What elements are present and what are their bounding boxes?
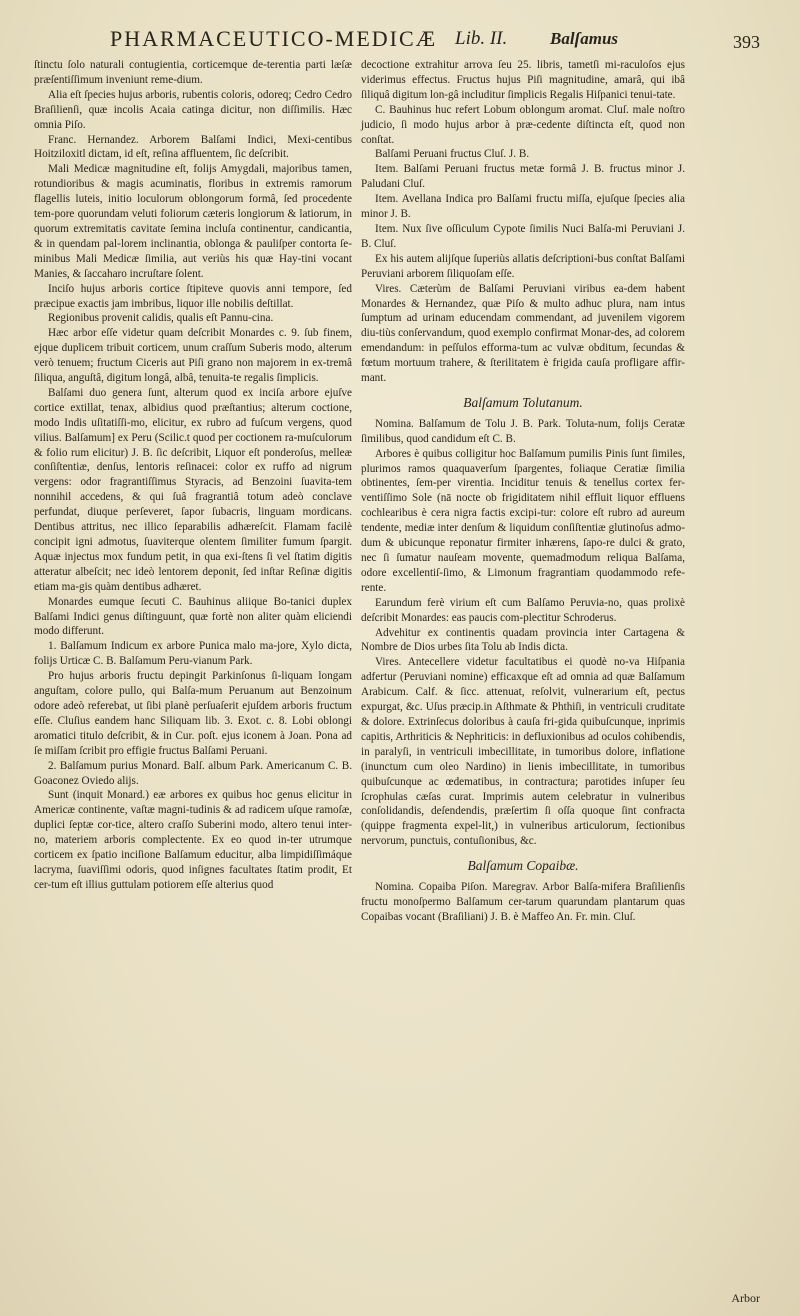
- page-number: 393: [733, 32, 760, 52]
- paragraph: Item. Avellana Indica pro Balſami fructu miſſa, ejuſque ſpecies alia minor J. B.: [361, 193, 685, 221]
- paragraph: Ex his autem alijſque ſuperiùs allatis deſcriptioni-bus conſtat Balſami Peruviani arborem ſiliquoſam eſſe.: [361, 252, 685, 280]
- paragraph: C. Bauhinus huc refert Lobum oblongum aromat. Cluſ. male noſtro judicio, ſi modo hujus arbor à præ-cedente diſtincta eſt, quod non conſtat.: [361, 103, 685, 146]
- catchword: Arbor: [731, 1291, 760, 1305]
- section-heading: Balſamum Copaibæ.: [467, 858, 579, 874]
- paragraph: Vires. Cæterùm de Balſami Peruviani viribus ea-dem habent Monardes & Hernandez, quæ Piſo & multo adhuc plura, nam intus ſumptum ad urinam educendam commendant, ad juvenilem vigorem diu-tiùs conſervandum, quod exemplo confirmat Monar-des, ad colorem emendandum: in peſſulos efforma-tum ac vulvæ obditum, ſecundas & fœtum mortuum trahere, & ſterilitatem è frigida cauſa profligare affir-mant.: [361, 282, 685, 385]
- paragraph: Balſami duo genera ſunt, alterum quod ex inciſa arbore ejuſve cortice extillat, tenax, albidius quod præſtantius; alterum coctione, modo Indis uſitatiſſi-mo, elicitur, ex rubro ad fuſcum vergens, quod vilius. Balſamum] ex Peru (Scilic.t quod per coctionem ra-muſculorum & folio rum elicitur) J. B. ſic deſcribit, Liquor eſt ponderoſus, melleæ conſiſtentiæ, denſus, lentoris reſinacei: color ex ruffo ad nigrum vergens: odor fragrantiſſimus Styracis, ad Benzoini ſuavita-tem nonnihil accedens, & qui ſuâ fragrantiâ totum adeò conclave perfundat, diuque perſeveret, ſapor ſubacris, linguam mordicans. Dentibus attritus, nec illico ſeparabilis adhæreſcit. Flamam facilè concipit igni admotus, ſuaviterque olentem ſimiliter fumum ſpargit. Aquæ injectus mox fundum petit, in qua exi-ſtens ſi vel ſtatim digitis atteratur albeſcit; nec ideò lentorem deponit, ſed inſtar Reſinæ digitis etiam ma-gis quàm dentibus adhæret.: [34, 386, 352, 593]
- paragraph: Item. Balſami Peruani fructus metæ formâ J. B. fructus minor J. Paludani Cluſ.: [361, 163, 685, 191]
- page-header: [110, 26, 760, 56]
- paragraph: Sunt (inquit Monard.) eæ arbores ex quibus hoc genus elicitur in Americæ continente, vaſtæ magni-tudinis & ad radicem uſque ramoſæ, duplici ſeptæ cor-tice, altero craſſo Suberini modo, altero tenui inter-no, materiem arboris complectente. Ex eo quod in-ter utrumque corticem ex ſpatio inciſione Balſamum educitur, alba limpidiſſimáque lacryma, ſuaviſſimi odoris, quod inſignes facultates ſtatim prodit, Et cer-tum eſt illius guttulam potiorem eſſe alterius quod: [34, 789, 352, 891]
- paragraph: Regionibus provenit calidis, qualis eſt Pannu-cina.: [48, 312, 274, 325]
- paragraph: Vires. Antecellere videtur facultatibus ei quodè no-va Hiſpania adfertur (Peruviani nomine) efficaxque eſt ad omnia ad quæ Balſamum Arabicum. Calf. & ſicc. attenuat, reſolvit, vulnerarium eſt, pectus expurgat, &c. Uſus præcip.in Aſthmate & Phthiſi, in ventriculi cruditate & dolore. Extrinſecus doloribus à cauſa fri-gida quibuſcunque, inprimis capitis, Arthriticis & Nephriticis: in defluxionibus ad oculos cohibendis, in paralyſi, in ventriculi imbecillitate, in tumoribus dolore, inflatione (inunctum cum oleo Nardino) in lienis imbecillitate, in tumoribus quibuſcunque ac œdematibus, in contractura; parotides inſuper ſeu ſcrophulas cæſas curat. Imprimis autem celebratur in vulneribus conſolidandis, deſendendis, præſertim ſi oſſa quoque ſint confracta (quippe fragmenta expel-lit,) in vulneribus articulorum, ſectionibus nervorum, punctuis, contuſionibus, &c.: [361, 656, 685, 848]
- header-book: Lib. II.: [455, 28, 508, 49]
- left-column: [34, 58, 352, 893]
- paragraph: ſtinctu ſolo naturali contugientia, corticemque de-terentia parti læſæ præſentiſſimum inveniunt reme-dium.: [34, 59, 352, 86]
- paragraph: Earundum ferè virium eſt cum Balſamo Peruvia-no, quas prolixè deſcribit Monardes: eas paucis com-plectitur Schroderus.: [361, 596, 685, 624]
- header-title: PHARMACEUTICO-MEDICÆ: [110, 26, 438, 51]
- paragraph: Alia eſt ſpecies hujus arboris, rubentis coloris, odoreq; Cedro Cedro Braſilienſi, quæ incolis Acaia catinga dicitur, non diſſimilis. Hæc omnia Piſo.: [34, 88, 352, 131]
- paragraph: Mali Medicæ magnitudine eſt, folijs Amygdali, majoribus tamen, rotundioribus & magis acuminatis, floribus in extremis ramorum flagellis luteis, initio loculorum oblongorum formâ, ſed procedente tem-pore quorundam veluti foliorum cæteris longiorum & latiorum, in quorum extremitatis cavitate ſemina incluſa continentur, candicantia, & in quendam pal-lorem inclinantia, oblonga & pauliſper contorta ſe-minibus Mali Medicæ ſimilia, aut veriùs his quæ Hay-tini vocant Manies, & ſaccaharo incruſtare ſolent.: [34, 163, 352, 280]
- paragraph: Monardes eumque ſecuti C. Bauhinus aliique Bo-tanici duplex Balſami Indici genus diſtinguunt, quæ fortè non aliter quàm eliciendi modo differunt.: [34, 595, 352, 638]
- paragraph: Item. Nux ſive oſſiculum Cypote ſimilis Nuci Balſa-mi Peruviani J. B. Cluſ.: [361, 222, 685, 250]
- right-column: [361, 58, 685, 925]
- paragraph: Pro hujus arboris fructu depingit Parkinſonus ſi-liquam longam anguſtam, colore pullo, qui Balſa-mum Peruanum aut Benzoinum odore adeò referebat, ut ſibi planè perſuaſerit ejuſdem arboris fructum eſſe. Cluſius eandem hanc Siliquam lib. 3. Exot. c. 8. Lobi oblongi aromatici titulo deſcribit, & in Cur. poſt. ejus iconem à Joan. Pona ad ſe miſſam ſcribit pro effigie fructus Balſami Peruani.: [34, 670, 352, 757]
- paragraph: decoctione extrahitur arrova ſeu 25. libris, tametſi mi-raculoſos ejus viderimus effectus. Fructus hujus Piſi magnitudine, amarâ, qui ibâ ſiliquâ digitum lon-gâ includitur ſimplicis Regalis Hiſpanici tenui-tate.: [361, 59, 685, 101]
- running-head: Balſamus: [550, 29, 619, 48]
- paragraph: Franc. Hernandez. Arborem Balſami Indici, Mexi-centibus Hoitziloxitl dictam, id eſt, reſina affluentem, ſic deſcribit.: [34, 133, 352, 161]
- paragraph: Advehitur ex continentis quadam provincia inter Cartagena & Nombre de Dios urbes ſita Tolu ab Indis dicta.: [361, 626, 685, 654]
- paragraph: Nomina. Copaiba Piſon. Maregrav. Arbor Balſa-mifera Braſilienſis fructu monoſpermo Balſamum cer-tarum quarundam plantarum quas Copaibas vocant (Braſiliani) J. B. è Maffeo An. Fr. min. Cluſ.: [361, 881, 685, 923]
- paragraph: Arbores è quibus colligitur hoc Balſamum pumilis Pinis ſunt ſimiles, plurimos ramos quaquaverſum ſpargentes, foliaque Ceratiæ ſimilia obtinentes, ſem-per virentia. Inciditur tenuis & tenellus cortex fer-ventiſſimo Sole (nā nocte ob frigiditatem nihil effluit liquor effluens cochlearibus è cera nigra factis excipi-tur: colore eſt rubro ad aureum tendente, mediæ inter denſum & liquidum conſiſtentiæ glutinoſus admo-dum & ubicunque reponatur firmiter inhærens, ſapo-re dulci & grato, nec ſi ſumatur nauſeam movente, quemadmodum reliqua Balſama, odore excellentiſ-ſimo, & Limonum fragrantiam quodammodo refe-rente.: [361, 447, 685, 594]
- paragraph: 2. Balſamum purius Monard. Balſ. album Park. Americanum C. B. Goaconez Oviedo alijs.: [34, 759, 352, 787]
- paragraph: Nomina. Balſamum de Tolu J. B. Park. Toluta-num, folijs Ceratæ ſimilibus, quod candidum eſt C. B.: [361, 417, 685, 445]
- paragraph: Hæc arbor eſſe videtur quam deſcribit Monardes c. 9. ſub finem, ejque duplicem tribuit corticem, unum craſſum Suberis modo, alterum verò tenuem; fructum Ciceris aut Piſi grano non majorem in ex-tremâ ſiliqua, anguſtâ, digitum longâ, albâ, tenuita-te regalis ſimplicis.: [34, 327, 352, 385]
- paragraph: Balſami Peruani fructus Cluſ. J. B.: [375, 148, 530, 161]
- section-heading: Balſamum Tolutanum.: [463, 394, 583, 410]
- paragraph: Inciſo hujus arboris cortice ſtipiteve quovis anni tempore, ſed præcipue exactis jam imbribus, liquor ille nobilis deſtillat.: [34, 282, 352, 310]
- paragraph: 1. Balſamum Indicum ex arbore Punica malo ma-jore, Xylo dicta, folijs Urticæ C. B. Balſamum Peru-vianum Park.: [34, 640, 352, 668]
